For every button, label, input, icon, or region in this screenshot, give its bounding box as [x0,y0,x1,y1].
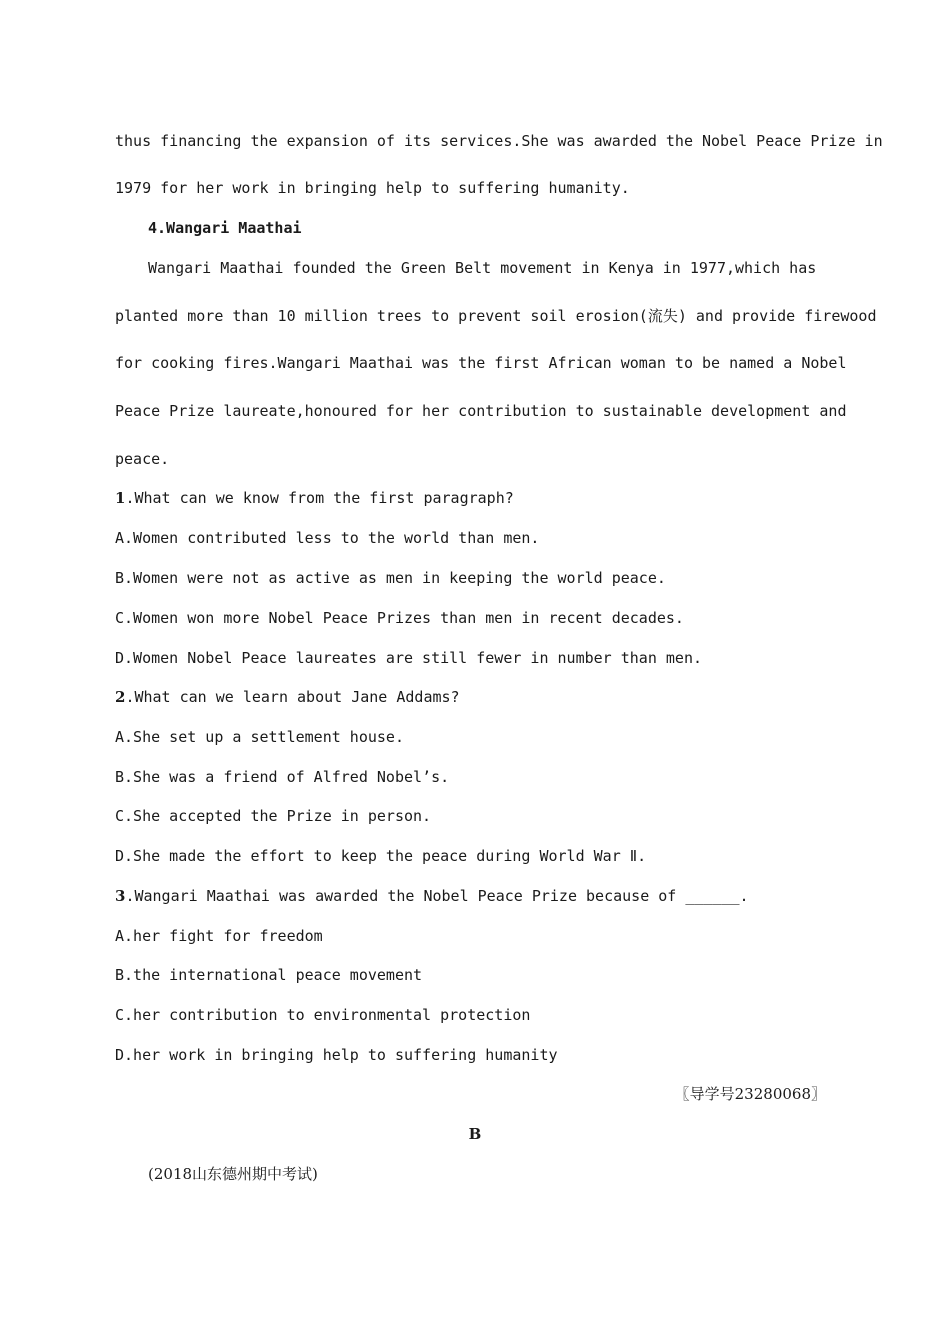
passage-line: Peace Prize laureate,honoured for her contribution to sustainable development and [115,402,847,420]
guide-number: 〖导学号23280068〗 [674,1085,826,1103]
question-number: 3 [115,887,126,905]
section-label: B [468,1125,482,1143]
question-stem [115,488,514,508]
option-d: D.Women Nobel Peace laureates are still fewer in number than men. [115,649,702,667]
question-text: .What can we know from the first paragraph? [125,489,514,507]
question-text: .What can we learn about Jane Addams? [125,688,460,706]
option-c: C.She accepted the Prize in person. [115,807,432,825]
question-stem [115,687,460,707]
question-number: 1 [115,489,126,507]
option-b: B.Women were not as active as men in keeping the world peace. [115,569,666,587]
option-c: C.Women won more Nobel Peace Prizes than men in recent decades. [115,609,684,627]
option-a: A.her fight for freedom [115,927,323,945]
passage-line: planted more than 10 million trees to prevent soil erosion(流失) and provide firewood [115,307,877,325]
passage-line: Wangari Maathai founded the Green Belt movement in Kenya in 1977,which has [148,259,817,277]
option-d: D.her work in bringing help to suffering humanity [115,1046,558,1064]
section-heading: 4.Wangari Maathai [148,219,302,237]
option-a: A.Women contributed less to the world than men. [115,529,540,547]
passage-line: peace. [115,450,170,468]
question-stem [115,886,749,906]
option-b: B.the international peace movement [115,966,423,984]
question-text: .Wangari Maathai was awarded the Nobel Peace Prize because of ______. [125,887,749,905]
passage-line: thus financing the expansion of its services.She was awarded the Nobel Peace Prize in [115,132,883,150]
option-a: A.She set up a settlement house. [115,728,404,746]
question-number: 2 [115,688,126,706]
passage-line: for cooking fires.Wangari Maathai was the first African woman to be named a Nobel [115,354,847,372]
source-note: (2018山东德州期中考试) [148,1165,318,1183]
option-c: C.her contribution to environmental protection [115,1006,531,1024]
passage-line: 1979 for her work in bringing help to suffering humanity. [115,179,630,197]
option-b: B.She was a friend of Alfred Nobel’s. [115,768,450,786]
option-d: D.She made the effort to keep the peace during World War Ⅱ. [115,847,647,865]
